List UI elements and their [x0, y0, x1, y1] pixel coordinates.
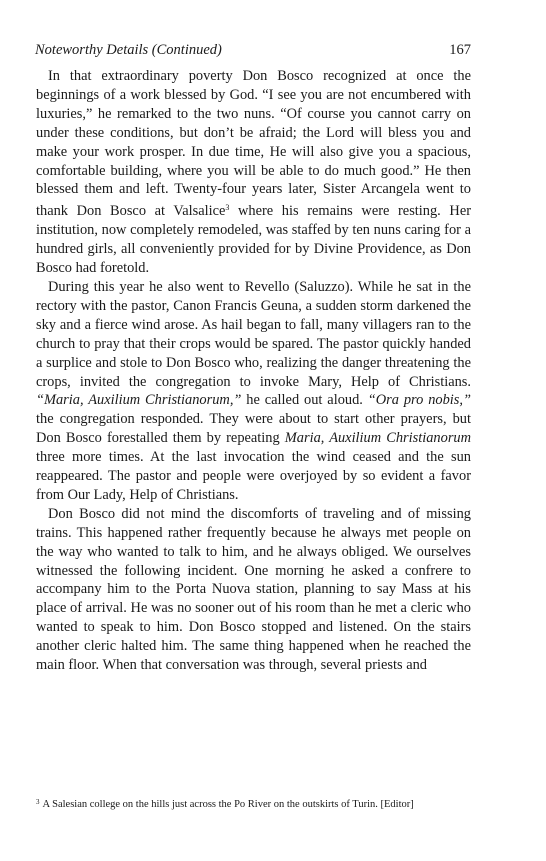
- text-run: the congregation responded. They were about to start other prayers, but Don Bosco forestalled them by repeating: [36, 411, 471, 447]
- text-run: where his remains were resting. Her institution, now completely remodeled, was staffed by ten nuns caring for a hundred girls, all conveniently provided for by Divine Providence, as Don Bosco had foretold.: [36, 203, 471, 277]
- running-title: Noteworthy Details (Continued): [35, 42, 222, 58]
- running-header: [35, 42, 471, 62]
- text-run: Don Bosco did not mind the discomforts of traveling and of missing trains. This happened rather frequently because he always met people on the way who wanted to talk to him, and he always obliged. We ourselves witnessed the following incident. One morning he asked a confrere to accompany him to the Porta Nuova station, planning to say Mass at his place of arrival. He was no sooner out of his room than he met a cleric who wanted to speak to him. Don Bosco stopped and listened. On the stairs another cleric halted him. The same thing happened when he reached the main floor. When that conversation was through, several priests and: [36, 505, 471, 674]
- italic-phrase: Maria, Auxilium Christianorum: [284, 430, 472, 447]
- page-number: 167: [449, 42, 471, 58]
- text-run: During this year he also went to Revello (Saluzzo). While he sat in the rectory with the pastor, Canon Francis Geuna, a sudden storm darkened the sky and a fierce wind arose. As hail began to fall, many villagers ran to the church to pray that their crops would be spared. The pastor quickly handed a surplice and stole to Don Bosco who, realizing the danger threatening the crops, invited the congregation to invoke Mary, Help of Christians.: [36, 278, 471, 390]
- footnote: [36, 796, 496, 811]
- italic-phrase: “Maria, Auxilium Christianorum,”: [36, 392, 242, 409]
- paragraph: [36, 505, 471, 675]
- footnote-text: A Salesian college on the hills just across the Po River on the outskirts of Turin. [Editor]: [42, 799, 414, 810]
- paragraph: [36, 278, 471, 505]
- footnote-reference: 3: [225, 203, 230, 213]
- text-run: In that extraordinary poverty Don Bosco recognized at once the beginnings of a work blessed by God. “I see you are not encumbered with luxuries,” he remarked to the two nuns. “Of course you cannot carry on under these conditions, but don’t be afraid; the Lord will bless you and make your work prosper. In due time, He will also give you a spacious, comfortable building, where you will be able to do much good.” He then blessed them and left. Twenty-four years later, Sister Arcangela went to thank Don Bosco at Valsalice: [36, 68, 471, 220]
- italic-phrase: “Ora pro nobis,”: [367, 392, 471, 409]
- footnote-marker: 3: [36, 798, 40, 806]
- text-run: three more times. At the last invocation the wind ceased and the sun reappeared. The pastor and people were overjoyed by so evident a favor from Our Lady, Help of Christians.: [36, 449, 471, 503]
- paragraph: [36, 67, 471, 278]
- text-run: he called out aloud.: [241, 392, 368, 409]
- body-text: [36, 67, 471, 675]
